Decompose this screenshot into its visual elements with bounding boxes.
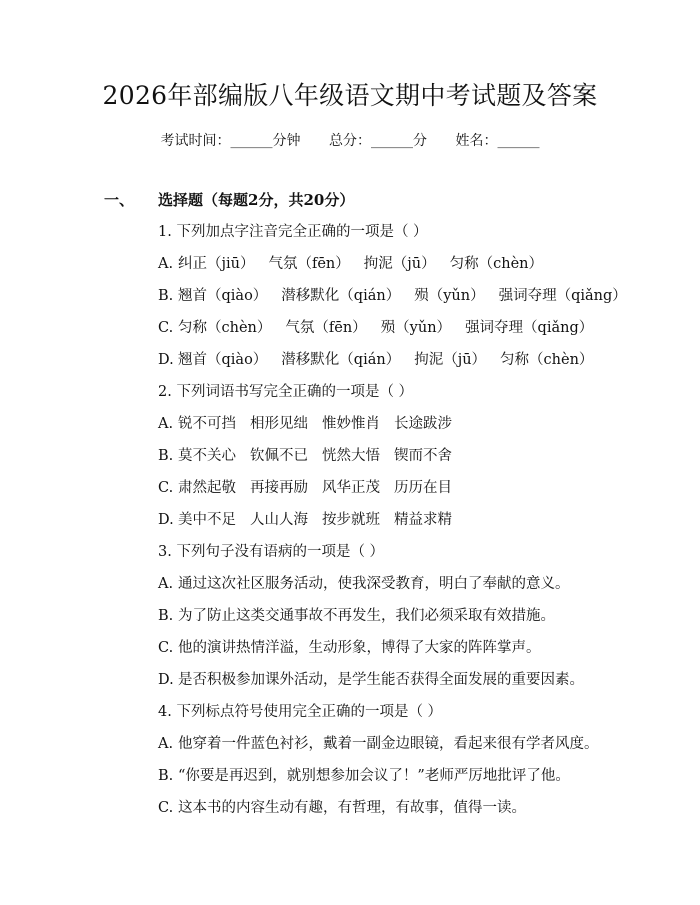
option-item: 锲而不舍 (394, 448, 452, 464)
option-item: 他的演讲热情洋溢，生动形象，博得了大家的阵阵掌声。 (178, 640, 541, 656)
question-stem: 4. 下列标点符号使用完全正确的一项是（ ） (158, 704, 443, 720)
option-item: 纠正（jiū） (178, 256, 255, 272)
total-score-field: 总分：______分 (329, 133, 427, 149)
option-item: 是否积极参加课外活动，是学生能否获得全面发展的重要因素。 (178, 672, 584, 688)
section-number: 一、 (104, 191, 135, 209)
option-item: 人山人海 (250, 512, 308, 528)
option-item: 通过这次社区服务活动，使我深受教育，明白了奉献的意义。 (178, 576, 570, 592)
option-item: 强词夺理（qiǎng） (465, 320, 594, 336)
option-item: 拘泥（jū） (414, 352, 487, 368)
option-row (158, 413, 466, 435)
option-item: 殒（yǔn） (414, 288, 485, 304)
option-row (158, 477, 466, 499)
exam-info-line (0, 130, 700, 152)
option-letter: B. (158, 608, 174, 624)
option-item: 殒（yǔn） (380, 320, 452, 336)
question-stem: 3. 下列句子没有语病的一项是（ ） (158, 544, 385, 560)
option-item: 钦佩不已 (250, 448, 308, 464)
option-item: 肃然起敬 (178, 480, 236, 496)
option-row (158, 765, 584, 787)
option-letter: A. (158, 256, 174, 272)
option-item: 相形见绌 (250, 416, 308, 432)
option-row (158, 253, 557, 275)
option-letter: D. (158, 512, 174, 528)
option-row (158, 733, 613, 755)
option-item: 气氛（fēn） (285, 320, 367, 336)
option-item: 风华正茂 (322, 480, 380, 496)
option-letter: C. (158, 480, 174, 496)
option-item: 惟妙惟肖 (322, 416, 380, 432)
page-title: 2026年部编版八年级语文期中考试题及答案 (102, 81, 598, 110)
option-item: 按步就班 (322, 512, 380, 528)
option-item: 精益求精 (394, 512, 452, 528)
option-letter: A. (158, 736, 174, 752)
option-row (158, 637, 555, 659)
option-row (158, 317, 607, 339)
option-letter: A. (158, 576, 174, 592)
option-letter: A. (158, 416, 174, 432)
option-item: 匀称（chèn） (178, 320, 272, 336)
option-letter: B. (158, 448, 174, 464)
option-item: 拘泥（jū） (363, 256, 436, 272)
option-item: 历历在目 (394, 480, 452, 496)
section-heading (104, 189, 354, 211)
option-item: 锐不可挡 (178, 416, 236, 432)
option-item: 他穿着一件蓝色衬衫，戴着一副金边眼镜，看起来很有学者风度。 (178, 736, 599, 752)
option-item: 匀称（chèn） (500, 352, 594, 368)
option-item: 这本书的内容生动有趣，有哲理，有故事，值得一读。 (178, 800, 526, 816)
option-row (158, 349, 607, 371)
option-item: 为了防止这类交通事故不再发生，我们必须采取有效措施。 (178, 608, 555, 624)
section-title: 选择题（每题2分，共20分） (158, 191, 355, 209)
option-item: 翘首（qiào） (178, 288, 268, 304)
option-letter: D. (158, 672, 174, 688)
option-item: 强词夺理（qiǎng） (498, 288, 627, 304)
option-item: 恍然大悟 (322, 448, 380, 464)
option-letter: B. (158, 768, 174, 784)
option-row (158, 797, 540, 819)
option-item: 再接再励 (250, 480, 308, 496)
option-row (158, 445, 466, 467)
option-row (158, 285, 641, 307)
option-item: 长途跋涉 (394, 416, 452, 432)
option-letter: C. (158, 320, 174, 336)
option-item: 潜移默化（qián） (281, 352, 401, 368)
option-item: 匀称（chèn） (449, 256, 544, 272)
option-row (158, 605, 569, 627)
option-item: 气氛（fēn） (268, 256, 350, 272)
option-item: 潜移默化（qián） (281, 288, 401, 304)
option-item: 美中不足 (178, 512, 236, 528)
question-stem: 1. 下列加点字注音完全正确的一项是（ ） (158, 224, 428, 240)
option-row (158, 509, 466, 531)
name-field: 姓名：______ (455, 133, 540, 149)
exam-time-field: 考试时间：______分钟 (160, 133, 301, 149)
option-letter: C. (158, 640, 174, 656)
option-item: “你要是再迟到，就别想参加会议了！”老师严厉地批评了他。 (178, 768, 570, 784)
option-item: 莫不关心 (178, 448, 236, 464)
option-letter: D. (158, 352, 174, 368)
option-row (158, 669, 598, 691)
option-item: 翘首（qiào） (178, 352, 268, 368)
option-letter: B. (158, 288, 174, 304)
question-stem: 2. 下列词语书写完全正确的一项是（ ） (158, 384, 414, 400)
option-letter: C. (158, 800, 174, 816)
option-row (158, 573, 584, 595)
